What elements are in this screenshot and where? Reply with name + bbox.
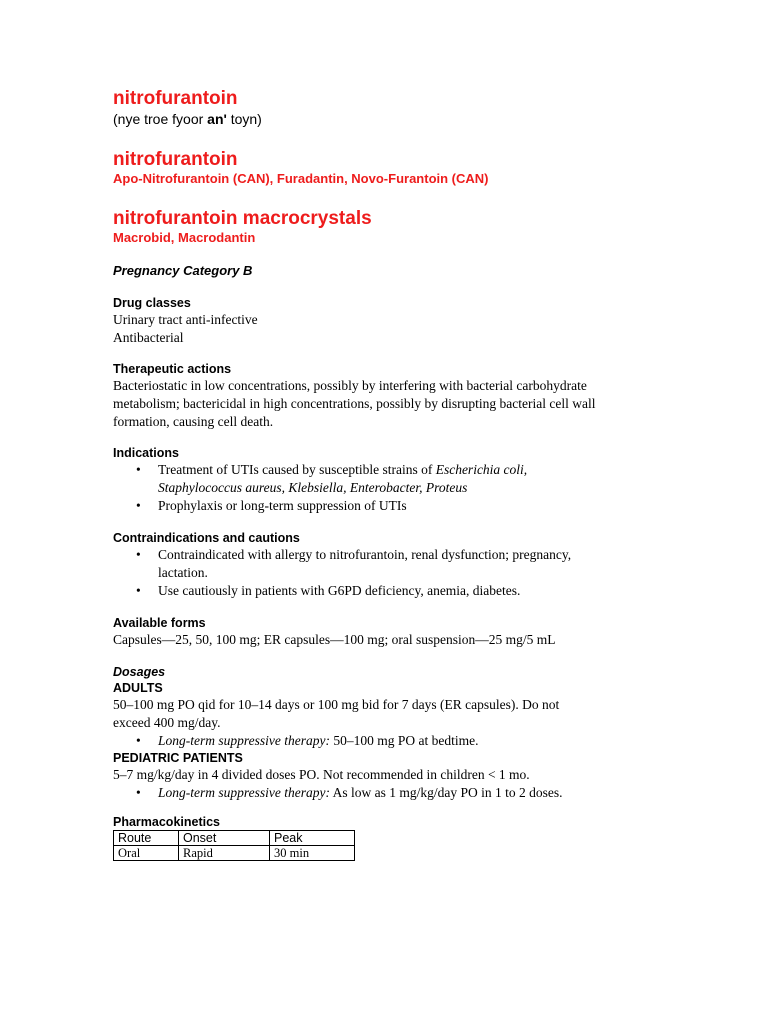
column-header: Onset	[179, 831, 270, 846]
drug-classes-heading: Drug classes	[113, 296, 191, 310]
adults-heading: ADULTS	[113, 681, 163, 695]
pregnancy-category: Pregnancy Category B	[113, 263, 253, 278]
contraindications-heading: Contraindications and cautions	[113, 531, 300, 545]
adult-dose-list	[113, 732, 673, 750]
therapeutic-line: metabolism; bactericidal in high concentrations, possibly by disrupting bacterial cell wall	[113, 396, 596, 411]
column-header: Route	[114, 831, 179, 846]
brand-names-nitrofurantoin: Apo-Nitrofurantoin (CAN), Furadantin, Novo-Furantoin (CAN)	[113, 171, 489, 186]
therapy-label: Long-term suppressive therapy:	[158, 733, 330, 748]
table-cell: Rapid	[179, 846, 270, 861]
drug-class-line: Urinary tract anti-infective	[113, 312, 258, 327]
bullet-glyph: •	[136, 583, 141, 598]
drug-title-macrocrystals: nitrofurantoin macrocrystals	[113, 208, 372, 229]
therapeutic-line: Bacteriostatic in low concentrations, possibly by interfering with bacterial carbohydrate	[113, 378, 587, 393]
available-forms-text: Capsules—25, 50, 100 mg; ER capsules—100 mg; oral suspension—25 mg/5 mL	[113, 632, 556, 647]
list-item	[113, 784, 608, 802]
pharmacokinetics-heading: Pharmacokinetics	[113, 815, 220, 829]
table-row	[114, 846, 355, 861]
list-item	[113, 546, 608, 582]
list-item	[113, 497, 608, 515]
bullet-glyph: •	[136, 547, 141, 562]
table-cell: Oral	[114, 846, 179, 861]
organism-name: Escherichia coli,	[435, 462, 528, 477]
available-forms-heading: Available forms	[113, 616, 206, 630]
dosages-heading: Dosages	[113, 665, 166, 679]
caution-text: Use cautiously in patients with G6PD deficiency, anemia, diabetes.	[158, 583, 521, 598]
list-item	[113, 461, 608, 497]
contraindications-list	[113, 546, 673, 600]
adult-dose-line: 50–100 mg PO qid for 10–14 days or 100 mg bid for 7 days (ER capsules). Do not	[113, 697, 560, 712]
indication-text: Treatment of UTIs caused by susceptible strains of	[158, 462, 436, 477]
organism-names: Staphylococcus aureus, Klebsiella, Enterobacter, Proteus	[158, 480, 468, 495]
list-item	[113, 582, 608, 600]
brand-names-macrocrystals: Macrobid, Macrodantin	[113, 230, 256, 245]
contraindication-text: lactation.	[158, 565, 208, 580]
indications-list	[113, 461, 673, 515]
therapy-label: Long-term suppressive therapy:	[158, 785, 330, 800]
drug-title-generic: nitrofurantoin	[113, 88, 238, 109]
bullet-glyph: •	[136, 733, 141, 748]
therapy-dose: As low as 1 mg/kg/day PO in 1 to 2 doses.	[329, 785, 563, 800]
bullet-glyph: •	[136, 498, 141, 513]
bullet-glyph: •	[136, 462, 141, 477]
list-item	[113, 732, 608, 750]
pediatric-heading: PEDIATRIC PATIENTS	[113, 751, 243, 765]
indication-text: Prophylaxis or long-term suppression of UTIs	[158, 498, 407, 513]
pronunciation	[113, 110, 673, 128]
pediatric-dose-line: 5–7 mg/kg/day in 4 divided doses PO. Not recommended in children < 1 mo.	[113, 767, 530, 782]
indications-heading: Indications	[113, 446, 179, 460]
monograph-page	[113, 88, 673, 861]
therapy-dose: 50–100 mg PO at bedtime.	[329, 733, 479, 748]
drug-class-line: Antibacterial	[113, 330, 184, 345]
bullet-glyph: •	[136, 785, 141, 800]
table-header-row	[114, 831, 355, 846]
therapeutic-line: formation, causing cell death.	[113, 414, 274, 429]
pharmacokinetics-table	[113, 830, 355, 861]
adult-dose-line: exceed 400 mg/day.	[113, 715, 221, 730]
pronunciation-start: (nye troe fyoor	[113, 111, 208, 127]
pronunciation-end: toyn)	[226, 111, 262, 127]
contraindication-text: Contraindicated with allergy to nitrofurantoin, renal dysfunction; pregnancy,	[158, 547, 572, 562]
table-cell: 30 min	[270, 846, 355, 861]
column-header: Peak	[270, 831, 355, 846]
pronunciation-stress: an'	[207, 111, 227, 127]
drug-title-nitrofurantoin: nitrofurantoin	[113, 149, 238, 170]
therapeutic-actions-heading: Therapeutic actions	[113, 362, 232, 376]
pediatric-dose-list	[113, 784, 673, 802]
